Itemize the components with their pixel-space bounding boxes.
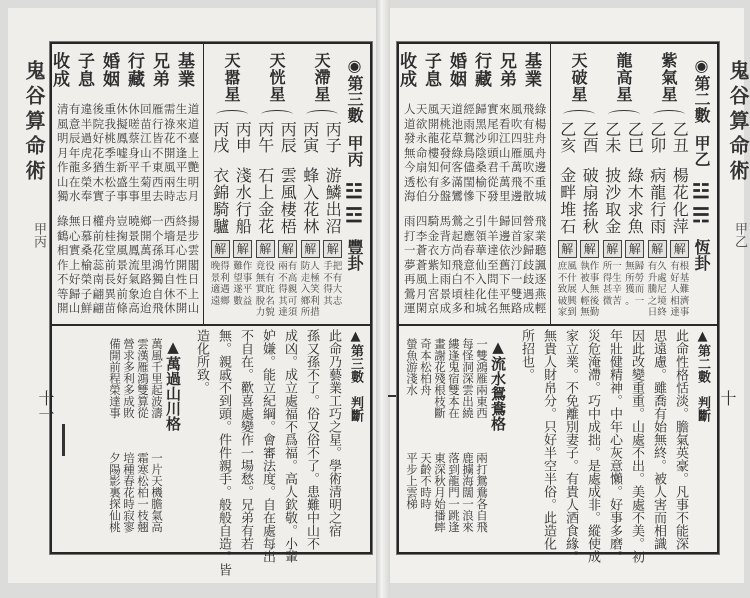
- note-row: 人無: [580, 284, 600, 295]
- stem-branch: 丙寅: [300, 121, 320, 153]
- book-gutter: [376, 0, 390, 598]
- explanation-label: 解: [233, 240, 252, 258]
- star-item: [322, 119, 344, 319]
- judgment-section: [399, 326, 717, 563]
- note-row: 破興: [557, 295, 577, 307]
- judgment-line: 無貴人財帛分。只好半空半俗。此造化: [541, 329, 556, 550]
- star-item: [579, 119, 601, 319]
- judgment-title: ▲第二數 判斷: [695, 329, 710, 422]
- poem-column: 東深秋月始播蟀: [433, 452, 447, 533]
- pattern-poem-1: [108, 338, 164, 419]
- poem-heading: 子息: [74, 52, 94, 88]
- explanation-note: [558, 261, 577, 319]
- judgment-title: ▲第三數 判斷: [348, 329, 363, 422]
- section-stem: 甲丙: [345, 135, 364, 167]
- margin-stem-label: 甲丙: [31, 222, 46, 248]
- poem-row: 綠無日權舟豈曉鄉一西終揚: [57, 214, 199, 228]
- poem-block-1: [57, 102, 199, 204]
- note-row: 不有: [323, 272, 343, 284]
- star-items: [601, 119, 646, 307]
- star-name: 紫氣星: [659, 52, 678, 103]
- poem-headings: [49, 52, 197, 96]
- judgment-line: 此命乃藝業工巧之星。學術清明之宿: [326, 329, 341, 537]
- poem-column: 螢魚游淺水: [405, 338, 419, 396]
- note-row: 望事: [233, 272, 253, 284]
- section-mark: [62, 424, 65, 456]
- star-items: [556, 119, 601, 319]
- star-group: [254, 52, 299, 324]
- note-row: 所一: [602, 261, 622, 272]
- poem-row: 不好榮南長好氣路獨自性日: [57, 272, 199, 286]
- brace-icon: [261, 110, 293, 119]
- note-row: 。一: [625, 295, 645, 307]
- star-name: 龍高星: [614, 52, 633, 103]
- note-row: 兩有: [278, 261, 298, 272]
- fortune-phrase: 雲風棲梧: [278, 167, 298, 235]
- note-row: 升處: [647, 272, 667, 284]
- brace-icon: [306, 110, 338, 119]
- poem-heading: 行藏: [471, 52, 491, 88]
- poem-column: 霜寒松柏一枝翹: [136, 452, 150, 533]
- judgment-line: 成凶。成立處福不爲福。高人欽敬。小輩: [282, 329, 297, 563]
- explanation-note: [648, 261, 667, 319]
- explanation-label: 解: [278, 240, 297, 258]
- fortune-phrase: 破扇搖秋: [580, 167, 600, 235]
- poem-row: 月年虎花季嘘身山不開逢上: [57, 145, 199, 160]
- right-page-frame: [396, 42, 719, 563]
- stem-branch: 乙未: [602, 121, 622, 153]
- section-marker-icon: ◉: [692, 56, 711, 75]
- poem-row: 等歸子翩異前象迨自休不上: [57, 286, 199, 301]
- judgment-line: 所招也。: [519, 329, 534, 381]
- note-row: 無歸: [625, 261, 645, 272]
- star-group: [601, 52, 646, 324]
- fortune-phrase: 病龍行雨: [647, 167, 667, 235]
- poem-row: 運閑京成多和城名無路成輕: [404, 301, 546, 315]
- poem-column: 營求多利多成敗: [122, 338, 136, 419]
- fortune-phrase: 綠木求魚: [625, 167, 645, 235]
- explanation-note: [625, 261, 644, 307]
- star-group: [646, 52, 691, 324]
- note-row: 微苦: [602, 295, 622, 307]
- explanation-note: [580, 261, 599, 319]
- poem-heading: 行藏: [124, 52, 144, 88]
- poem-row: 海伯分盤鸞慘下發里邊散城: [404, 189, 546, 203]
- gutter-mark: [388, 395, 396, 397]
- judgment-line: 因此改變重重。山處不出。美處不美。初: [629, 329, 644, 563]
- note-row: 數益: [233, 295, 253, 307]
- pattern-poem-section: [54, 334, 184, 548]
- pattern-title: ▲流水鴛鴦格: [489, 338, 507, 431]
- upper-section: [396, 44, 717, 326]
- judgment-text: [190, 329, 366, 576]
- note-row: 所勞: [625, 272, 645, 284]
- poem-heading: 婚姻: [446, 52, 466, 88]
- star-items: [209, 119, 254, 307]
- explanation-label: 解: [211, 240, 230, 258]
- poem-column: 縷逢鬼宿雙本在: [447, 338, 461, 419]
- upper-section: [49, 44, 370, 326]
- poem-row: 明辰過好桃鳳蔡江皆花不臺: [57, 131, 199, 145]
- note-row: 景利: [210, 272, 230, 284]
- section-stem: 甲乙: [692, 135, 711, 167]
- poem-row: 再風上雨白不入問下一歧逐: [404, 272, 546, 286]
- poem-row: 夢蒼紫知飛意仙至舊汀歧諷: [404, 257, 546, 272]
- star-name: 天滯星: [312, 52, 331, 103]
- poem-row: 開山鮮翩苗條高迨飛休開山: [57, 301, 199, 315]
- note-row: 人難: [670, 284, 690, 295]
- poem-row: 打李金背起應領羊邊首家業: [404, 228, 546, 243]
- page-number: 十: [718, 390, 737, 406]
- explanation-note: [211, 261, 230, 307]
- poem-column: 雲漢雁鴻雙算從: [136, 338, 150, 419]
- judgment-line: 年壯健精神。中年心灰意懶。好事多磨。: [607, 329, 622, 563]
- note-row: 家到: [557, 307, 577, 318]
- poem-heading: 基業: [174, 52, 194, 88]
- star-name: 天破星: [569, 52, 588, 103]
- note-row: 之境: [647, 295, 667, 307]
- brace-icon: [216, 110, 248, 119]
- pattern-poem-section: [401, 334, 509, 548]
- note-row: 防人: [300, 261, 320, 272]
- fortune-phrase: 游鱗出沼: [323, 167, 343, 235]
- gua-name: 恆卦: [692, 239, 711, 271]
- note-row: 不高: [278, 272, 298, 284]
- stem-branch: 丙辰: [278, 121, 298, 153]
- star-item: [669, 119, 691, 319]
- note-row: 其志: [323, 295, 343, 307]
- note-row: 達須: [278, 307, 298, 318]
- star-item: [556, 119, 578, 319]
- explanation-note: [233, 261, 252, 307]
- note-row: 鄉利: [300, 295, 320, 307]
- star-name: 天嚣星: [222, 52, 241, 103]
- star-item: [601, 119, 623, 307]
- note-row: 手把: [323, 261, 343, 272]
- brace-icon: [653, 110, 685, 119]
- margin-book-title: 鬼谷算命術: [726, 60, 750, 185]
- pattern-poem-1: [405, 338, 489, 419]
- explanation-label: 解: [625, 240, 644, 258]
- judgment-line: 孫又孫不了。俗又俗不了。患難中山不: [304, 329, 319, 550]
- poem-row: 鶯月宮景頃桂化佳平雙遇燕: [404, 286, 546, 301]
- stem-branch: 丙戌: [210, 121, 230, 153]
- judgment-line: 災危淹滯。巧中成拙。是處成非。縱使成: [585, 329, 600, 563]
- explanation-note: [278, 261, 297, 319]
- poem-heading: 基業: [521, 52, 541, 88]
- star-groups: [556, 52, 691, 324]
- note-row: 有根: [670, 261, 690, 272]
- stem-branch: 乙巳: [625, 121, 645, 153]
- star-items: [646, 119, 691, 319]
- note-row: 力貌: [255, 307, 275, 318]
- poem-column: 一片天機膽氣高: [150, 452, 164, 533]
- poem-row: 鶴心慕前桂掬景開个墻是步: [57, 228, 199, 243]
- note-row: 走極: [300, 272, 320, 284]
- poem-column: 一雙鴻雁兩東西: [475, 338, 489, 419]
- judgment-line: 無。親戚不到頭。件件親手。般般自造。皆: [216, 329, 231, 576]
- poem-heading: 收成: [49, 52, 69, 88]
- note-row: 不什: [557, 272, 577, 284]
- section-number: 第二數: [692, 75, 711, 123]
- note-row: 好基: [670, 272, 690, 284]
- star-groups: [209, 52, 344, 324]
- poem-heading: 婚姻: [99, 52, 119, 88]
- poem-heading: 兄弟: [496, 52, 516, 88]
- note-row: 無勤: [580, 307, 600, 318]
- poem-column: 天齡不時時: [419, 452, 433, 510]
- note-row: 致展: [557, 284, 577, 295]
- star-group: [209, 52, 254, 324]
- explanation-label: 解: [580, 240, 599, 258]
- stem-branch: 丙申: [233, 121, 253, 153]
- explanation-label: 解: [301, 240, 320, 258]
- note-row: 遂平: [233, 284, 253, 295]
- margin-book-title: 鬼谷算命術: [22, 60, 46, 185]
- note-row: 難作: [233, 261, 253, 272]
- poem-row: 風意半院我擬嗟苗行祿來道: [57, 116, 199, 131]
- note-row: 脫名: [255, 295, 275, 307]
- note-row: 被事: [580, 272, 600, 284]
- pattern-poem-2: [405, 452, 489, 533]
- poem-row: 作上榆蕊前景流里鴻竹開閣: [57, 257, 199, 272]
- fortune-poem-table: [49, 44, 204, 324]
- note-row: 所措: [300, 307, 320, 318]
- explanation-label: 解: [323, 240, 342, 258]
- explanation-note: [301, 261, 320, 319]
- note-row: 得大: [323, 284, 343, 295]
- section-header: [342, 56, 366, 316]
- poem-row: 一蒼衣方尚春華達依沙歸聽: [404, 243, 546, 257]
- explanation-note: [670, 261, 689, 319]
- poem-column: 夕陽影裏探仙桃: [108, 452, 122, 533]
- trigram-icon: ☳☲: [342, 179, 366, 227]
- poem-heading: 兄弟: [149, 52, 169, 88]
- fortune-phrase: 金畔堆石: [557, 167, 577, 235]
- poem-column: 畫謝花殘根枝斷: [433, 338, 447, 419]
- note-row: 無有: [255, 272, 275, 284]
- star-table: [552, 44, 717, 324]
- poem-heading: 收成: [396, 52, 416, 88]
- note-row: 得生: [602, 272, 622, 284]
- poem-row: 相實桑花堂風鳳萬孫耳心雲: [57, 243, 199, 257]
- poem-row: 透松有多滿閨榆從萬飛不重: [404, 174, 546, 189]
- pattern-title: ▲萬過山川格: [164, 338, 182, 431]
- star-items: [299, 119, 344, 319]
- note-row: 達事: [670, 307, 690, 318]
- poem-column: 奇本松柏舟: [419, 338, 433, 396]
- fortune-phrase: 石上金花: [255, 167, 275, 235]
- explanation-note: [603, 261, 622, 307]
- stem-branch: 乙酉: [580, 121, 600, 153]
- note-row: 有久: [647, 261, 667, 272]
- poem-column: 鹿擄海闊一浪來: [461, 452, 475, 533]
- fortune-phrase: 衣錦騎驢: [210, 167, 230, 235]
- poem-block-2: [404, 214, 546, 316]
- fortune-phrase: 披沙取金: [602, 167, 622, 235]
- explanation-note: [256, 261, 275, 319]
- note-row: 輕後: [580, 295, 600, 307]
- judgment-line: 妒嫌。能立紀綱。會審法度。自在處每出: [260, 329, 275, 563]
- poem-row: 清有違後重休休回雁需生道: [57, 102, 199, 116]
- judgment-line: 家立業。不免離別妻子。有貴人酒食緣。: [563, 329, 578, 563]
- star-group: [556, 52, 601, 324]
- margin-stem-label: 甲乙: [732, 222, 747, 248]
- note-row: 實庇: [255, 284, 275, 295]
- poem-row: 作龍多猶生新平千東風平艷: [57, 160, 199, 174]
- star-item: [254, 119, 276, 319]
- stem-branch: 乙卯: [647, 121, 667, 153]
- star-item: [232, 119, 254, 307]
- poem-column: 平步上雲梯: [405, 452, 419, 510]
- poem-row: 今扇知何客儘桑君千萬吹邊: [404, 160, 546, 174]
- poem-row: 無命樓發綠鳥陰頭山雁風舟: [404, 145, 546, 160]
- poem-column: 萬風千里起波濤: [150, 338, 164, 419]
- poem-headings: [396, 52, 544, 96]
- explanation-label: 解: [558, 240, 577, 258]
- trigram-icon: ☳☴: [689, 179, 713, 227]
- note-row: 遠鄉: [210, 295, 230, 307]
- left-page-frame: [49, 42, 372, 576]
- star-item: [209, 119, 231, 307]
- poem-column: 備開前程榮達事: [108, 338, 122, 419]
- poem-row: 發永龍花草鴛沙卯江四驻舟: [404, 131, 546, 145]
- judgment-line: 此命性格恬淡。膽氣英豪。凡事不能深: [673, 329, 688, 550]
- star-table: [205, 44, 370, 324]
- poem-column: 每怪洞深雲出繞: [461, 338, 475, 419]
- poem-block-1: [404, 102, 546, 204]
- stem-branch: 乙亥: [557, 121, 577, 153]
- gua-name: 豐卦: [345, 239, 364, 271]
- note-row: 庶風: [557, 261, 577, 272]
- star-group: [299, 52, 344, 324]
- judgment-line: 造化所致。: [194, 329, 209, 394]
- explanation-label: 解: [256, 240, 275, 258]
- note-row: 相濟: [670, 295, 690, 307]
- explanation-label: 解: [670, 240, 689, 258]
- pattern-poem-2: [108, 452, 164, 533]
- section-header: [689, 56, 713, 316]
- section-marker-icon: ◉: [345, 56, 364, 75]
- note-row: 入笑: [300, 284, 320, 295]
- note-row: 其可: [278, 295, 298, 307]
- fortune-phrase: 蜂入花林: [300, 167, 320, 235]
- poem-column: 培種春花時寂寥: [122, 452, 136, 533]
- page-number: 十一: [36, 390, 55, 422]
- section-number: 第三數: [345, 75, 364, 123]
- explanation-label: 解: [648, 240, 667, 258]
- poem-column: 兩打鴛鴦各自飛: [475, 452, 489, 533]
- poem-row: 山在榮木松盛生菊西兩生明: [57, 174, 199, 189]
- poem-block-2: [57, 214, 199, 316]
- note-row: 日終: [647, 307, 667, 318]
- stem-branch: 乙丑: [670, 121, 690, 153]
- note-row: 騰尼: [647, 284, 667, 295]
- note-row: 獲而: [625, 284, 645, 295]
- note-row: 執作: [580, 261, 600, 272]
- poem-row: 人天風天道經歸實來風飛綠: [404, 102, 546, 116]
- fortune-phrase: 淺水行船: [233, 167, 253, 235]
- judgment-text: [515, 329, 713, 563]
- star-item: [299, 119, 321, 319]
- note-row: 竟役: [255, 261, 275, 272]
- fortune-phrase: 楊花化萍: [670, 167, 690, 235]
- explanation-note: [323, 261, 342, 307]
- poem-heading: 子息: [421, 52, 441, 88]
- note-row: 得親: [278, 284, 298, 295]
- stem-branch: 丙子: [323, 121, 343, 153]
- fortune-poem-table: [396, 44, 551, 324]
- judgment-line: 思遠慮。雖喬有始無終。被人害而相識: [651, 329, 666, 550]
- star-item: [646, 119, 668, 319]
- stem-branch: 丙午: [255, 121, 275, 153]
- star-items: [254, 119, 299, 319]
- judgment-section: [52, 326, 370, 576]
- brace-icon: [608, 110, 640, 119]
- star-item: [277, 119, 299, 319]
- note-row: 晚得: [210, 261, 230, 272]
- brace-icon: [563, 110, 595, 119]
- poem-row: 雨四騎馬鶯之引牛歸回營飛: [404, 214, 546, 228]
- poem-column: 落到龍門一跳逢: [447, 452, 461, 533]
- poem-row: 獨水奉實子事事里去時志月: [57, 189, 199, 203]
- judgment-line: 不自在。歡喜處變作一場愁。兄弟有若: [238, 329, 253, 550]
- note-row: 甚辛: [602, 284, 622, 295]
- note-row: 適遇: [210, 284, 230, 295]
- star-name: 天恍星: [267, 52, 286, 103]
- explanation-label: 解: [603, 240, 622, 258]
- star-item: [624, 119, 646, 307]
- poem-row: 道欲開桃池雨黑尾看吹有楊: [404, 116, 546, 131]
